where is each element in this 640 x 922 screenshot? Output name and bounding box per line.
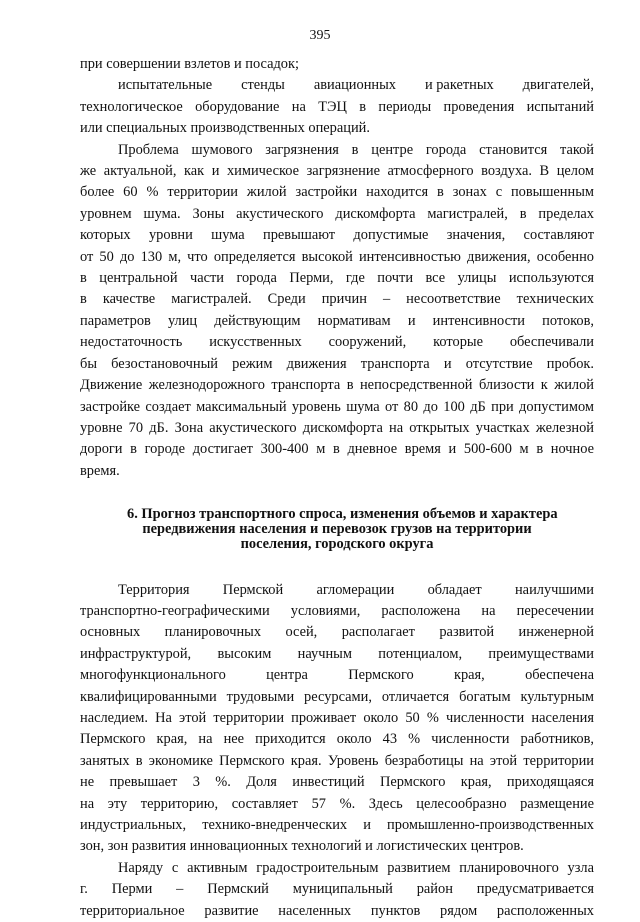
paragraph-test-stands xyxy=(80,75,594,139)
text-line: недостаточность искусственных сооружений, которые обеспечивали xyxy=(80,334,594,351)
heading-line: передвижения населения и перевозок грузов на территории xyxy=(142,520,532,537)
heading-line: 6. Прогноз транспортного спроса, изменения объемов и характера xyxy=(127,506,558,523)
text-line: Проблема шумового загрязнения в центре города становится такой xyxy=(118,141,594,158)
text-line: занятых в экономике Пермского края. Уровень безработицы на этой территории xyxy=(80,752,594,769)
word: агломерации xyxy=(316,581,395,598)
text-line: дороги в городе достигает 300-400 м в дневное время и 500-600 м в ночное xyxy=(80,441,594,458)
text-line: бы безостановочный режим движения транспорта и отсутствие пробок. xyxy=(80,355,594,372)
word: обладает xyxy=(427,581,482,598)
word: стенды xyxy=(241,77,285,94)
text-line: при совершении взлетов и посадок; xyxy=(80,56,299,72)
section-heading xyxy=(80,507,594,551)
text-line: Наряду с активным градостроительным развитием планировочного узла xyxy=(118,859,594,876)
word: авиационных xyxy=(313,77,396,94)
word: Территория xyxy=(118,581,190,598)
text-line: же актуальной, как и химическое загрязнение атмосферного воздуха. В целом xyxy=(80,163,594,180)
text-line: параметров улиц действующим нормативам и интенсивности потоков, xyxy=(80,312,594,329)
text-line: время. xyxy=(80,462,120,479)
text-line: не превышает 3 %. Доля инвестиций Пермского края, приходящаяся xyxy=(80,774,594,791)
paragraph-development xyxy=(80,858,594,922)
word: наилучшими xyxy=(514,581,594,598)
text-line: в качестве магистралей. Среди причин – несоответствие технических xyxy=(80,291,594,308)
text-line: в центральной части города Перми, где почти все улицы используются xyxy=(80,270,594,287)
text-line: наследием. На этой территории проживает около 50 % численности населения xyxy=(80,709,594,726)
text-line: уровне 70 дБ. Зона акустического дискомфорта на открытых участках железной xyxy=(80,419,594,436)
text-line: квалифицированными трудовыми ресурсами, отличается богатым культурным xyxy=(80,688,594,705)
word: Пермской xyxy=(222,581,284,598)
text-line: уровнем шума. Зоны акустического дискомфорта магистралей, в пределах xyxy=(80,205,594,222)
document-body xyxy=(80,54,594,922)
text-line: застройке создает максимальный уровень шума от 80 до 100 дБ при допустимом xyxy=(80,398,594,415)
text-line: которых уровни шума превышают допустимые значения, составляют xyxy=(80,227,594,244)
text-line: г. Перми – Пермский муниципальный район предусматривается xyxy=(80,881,594,898)
text-line: территориальное развитие населенных пунктов рядом расположенных xyxy=(80,902,594,919)
heading-line: поселения, городского округа xyxy=(240,535,434,552)
text-line: на эту территорию, составляет 57 %. Здесь целесообразно размещение xyxy=(80,795,594,812)
word: и ракетных xyxy=(424,77,494,94)
paragraph-agglomeration xyxy=(80,580,594,858)
text-line: более 60 % территории жилой застройки находится в зонах с повышенным xyxy=(80,184,594,201)
text-line: или специальных производственных операций. xyxy=(80,120,370,137)
text-line: индустриальных, технико-внедренческих и промышленно-производственных xyxy=(80,816,594,833)
text-line: от 50 до 130 м, что определяется высокой интенсивностью движения, особенно xyxy=(80,248,594,265)
text-line: технологическое оборудование на ТЭЦ в периоды проведения испытаний xyxy=(80,98,594,115)
word: двигателей, xyxy=(522,77,594,94)
text-line xyxy=(80,580,594,601)
page-number: 395 xyxy=(309,28,331,43)
paragraph-noise-pollution xyxy=(80,140,594,483)
text-line xyxy=(80,75,594,96)
text-line: транспортно-географическими условиями, расположена на пересечении xyxy=(80,602,594,619)
text-line: зон, зон развития инновационных технологий и логистических центров. xyxy=(80,838,524,855)
paragraph-takeoff xyxy=(80,54,594,75)
text-line: многофункционального центра Пермского края, обеспечена xyxy=(80,667,594,684)
text-line: основных планировочных осей, располагает развитой инженерной xyxy=(80,624,594,641)
text-line: Движение железнодорожного транспорта в непосредственной близости к жилой xyxy=(80,377,594,394)
text-line: Пермского края, на нее приходится около 43 % численности работников, xyxy=(80,731,594,748)
word: испытательные xyxy=(118,77,213,94)
text-line: инфраструктурой, высоким научным потенциалом, преимуществами xyxy=(80,645,594,662)
